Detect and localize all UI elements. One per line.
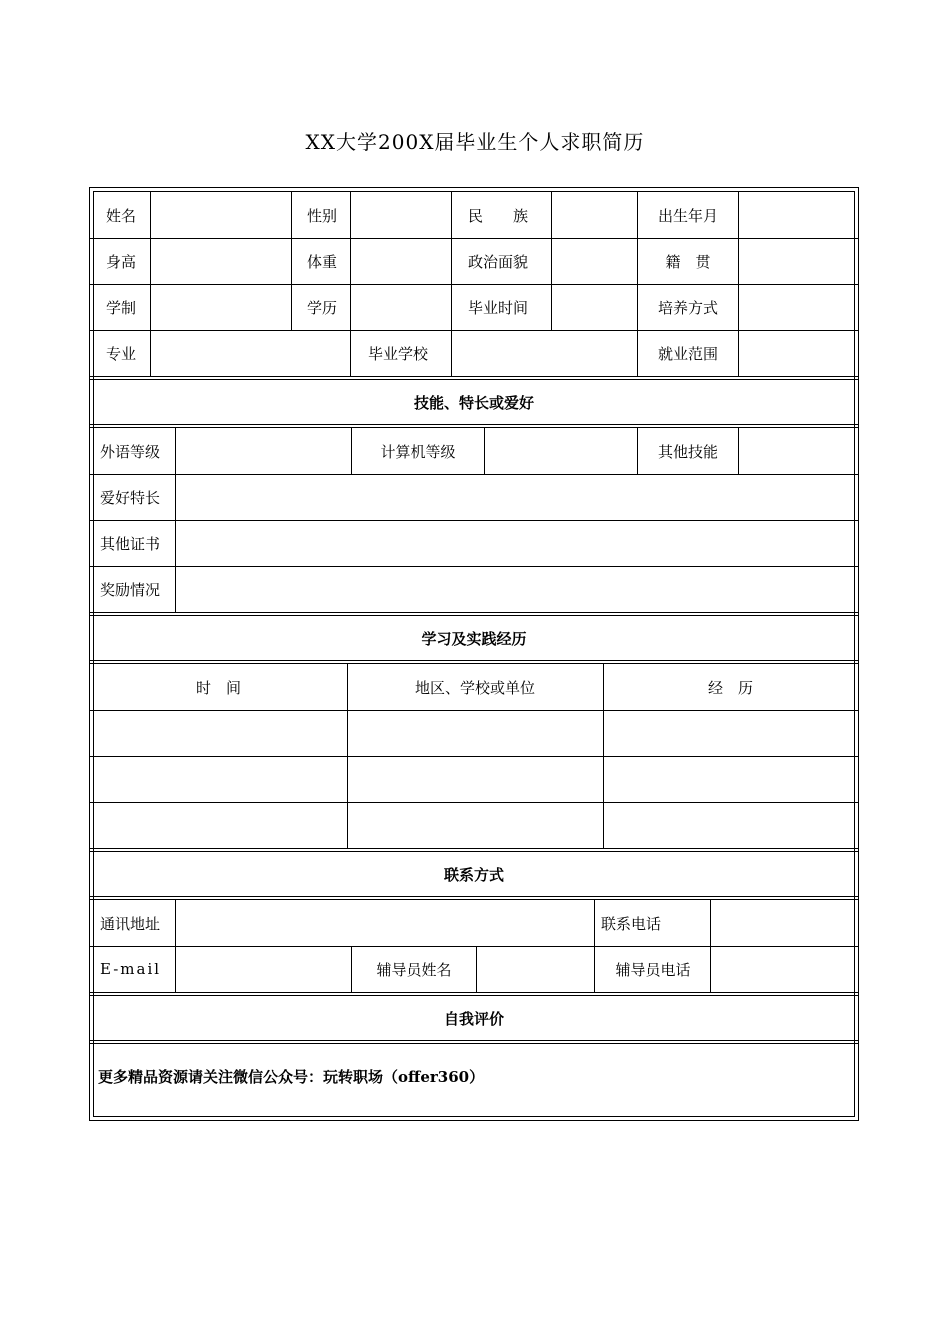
label-computer-level: 计算机等级 xyxy=(380,442,456,461)
label-hobby: 爱好特长 xyxy=(100,488,161,507)
label-address: 通讯地址 xyxy=(100,914,161,933)
study-header-label: 学习及实践经历 xyxy=(421,629,527,648)
label-name: 姓名 xyxy=(106,206,137,225)
contact-row-2 xyxy=(90,946,858,992)
skills-header-label: 技能、特长或爱好 xyxy=(413,393,534,412)
label-awards: 奖励情况 xyxy=(100,580,161,599)
basic-row-1 xyxy=(90,192,858,238)
col-location: 地区、学校或单位 xyxy=(414,678,535,697)
label-hometown: 籍 贯 xyxy=(665,252,711,271)
basic-row-4 xyxy=(90,330,858,376)
label-email: E-mail xyxy=(100,960,162,978)
skills-header xyxy=(90,380,858,424)
label-employment-scope: 就业范围 xyxy=(657,344,718,363)
skills-row-cert xyxy=(90,520,858,566)
label-ethnicity: 民 族 xyxy=(468,206,529,225)
label-phone: 联系电话 xyxy=(601,914,662,933)
label-graduation-time: 毕业时间 xyxy=(468,298,529,317)
basic-row-3 xyxy=(90,284,858,330)
label-major: 专业 xyxy=(106,344,137,363)
label-training-mode: 培养方式 xyxy=(657,298,718,317)
label-certificates: 其他证书 xyxy=(100,534,161,553)
self-eval-body xyxy=(90,1044,858,1114)
self-eval-header-label: 自我评价 xyxy=(443,1009,504,1028)
skills-row-hobby xyxy=(90,474,858,520)
label-gender: 性别 xyxy=(307,206,338,225)
col-time: 时 间 xyxy=(195,678,241,697)
contact-header-label: 联系方式 xyxy=(443,865,504,884)
label-other-skills: 其他技能 xyxy=(657,442,718,461)
basic-row-2 xyxy=(90,238,858,284)
label-schooling-length: 学制 xyxy=(106,298,137,317)
page-title: XX大学200X届毕业生个人求职简历 xyxy=(305,130,645,154)
resume-table xyxy=(89,187,859,1121)
col-experience: 经 历 xyxy=(707,678,753,697)
study-header xyxy=(90,616,858,660)
skills-row-1 xyxy=(90,428,858,474)
study-columns xyxy=(90,664,858,710)
label-counselor-name: 辅导员姓名 xyxy=(376,960,452,979)
label-political: 政治面貌 xyxy=(468,252,529,271)
self-eval-header xyxy=(90,996,858,1040)
contact-header xyxy=(90,852,858,896)
label-foreign-language: 外语等级 xyxy=(100,442,161,461)
label-degree: 学历 xyxy=(307,298,338,317)
label-birth: 出生年月 xyxy=(657,206,718,225)
label-weight: 体重 xyxy=(307,252,338,271)
label-height: 身高 xyxy=(106,252,137,271)
skills-row-award xyxy=(90,566,858,612)
contact-row-1 xyxy=(90,900,858,946)
label-counselor-phone: 辅导员电话 xyxy=(615,960,691,979)
promo-note: 更多精品资源请关注微信公众号：玩转职场（offer360） xyxy=(98,1068,485,1086)
label-graduate-school: 毕业学校 xyxy=(368,344,429,363)
